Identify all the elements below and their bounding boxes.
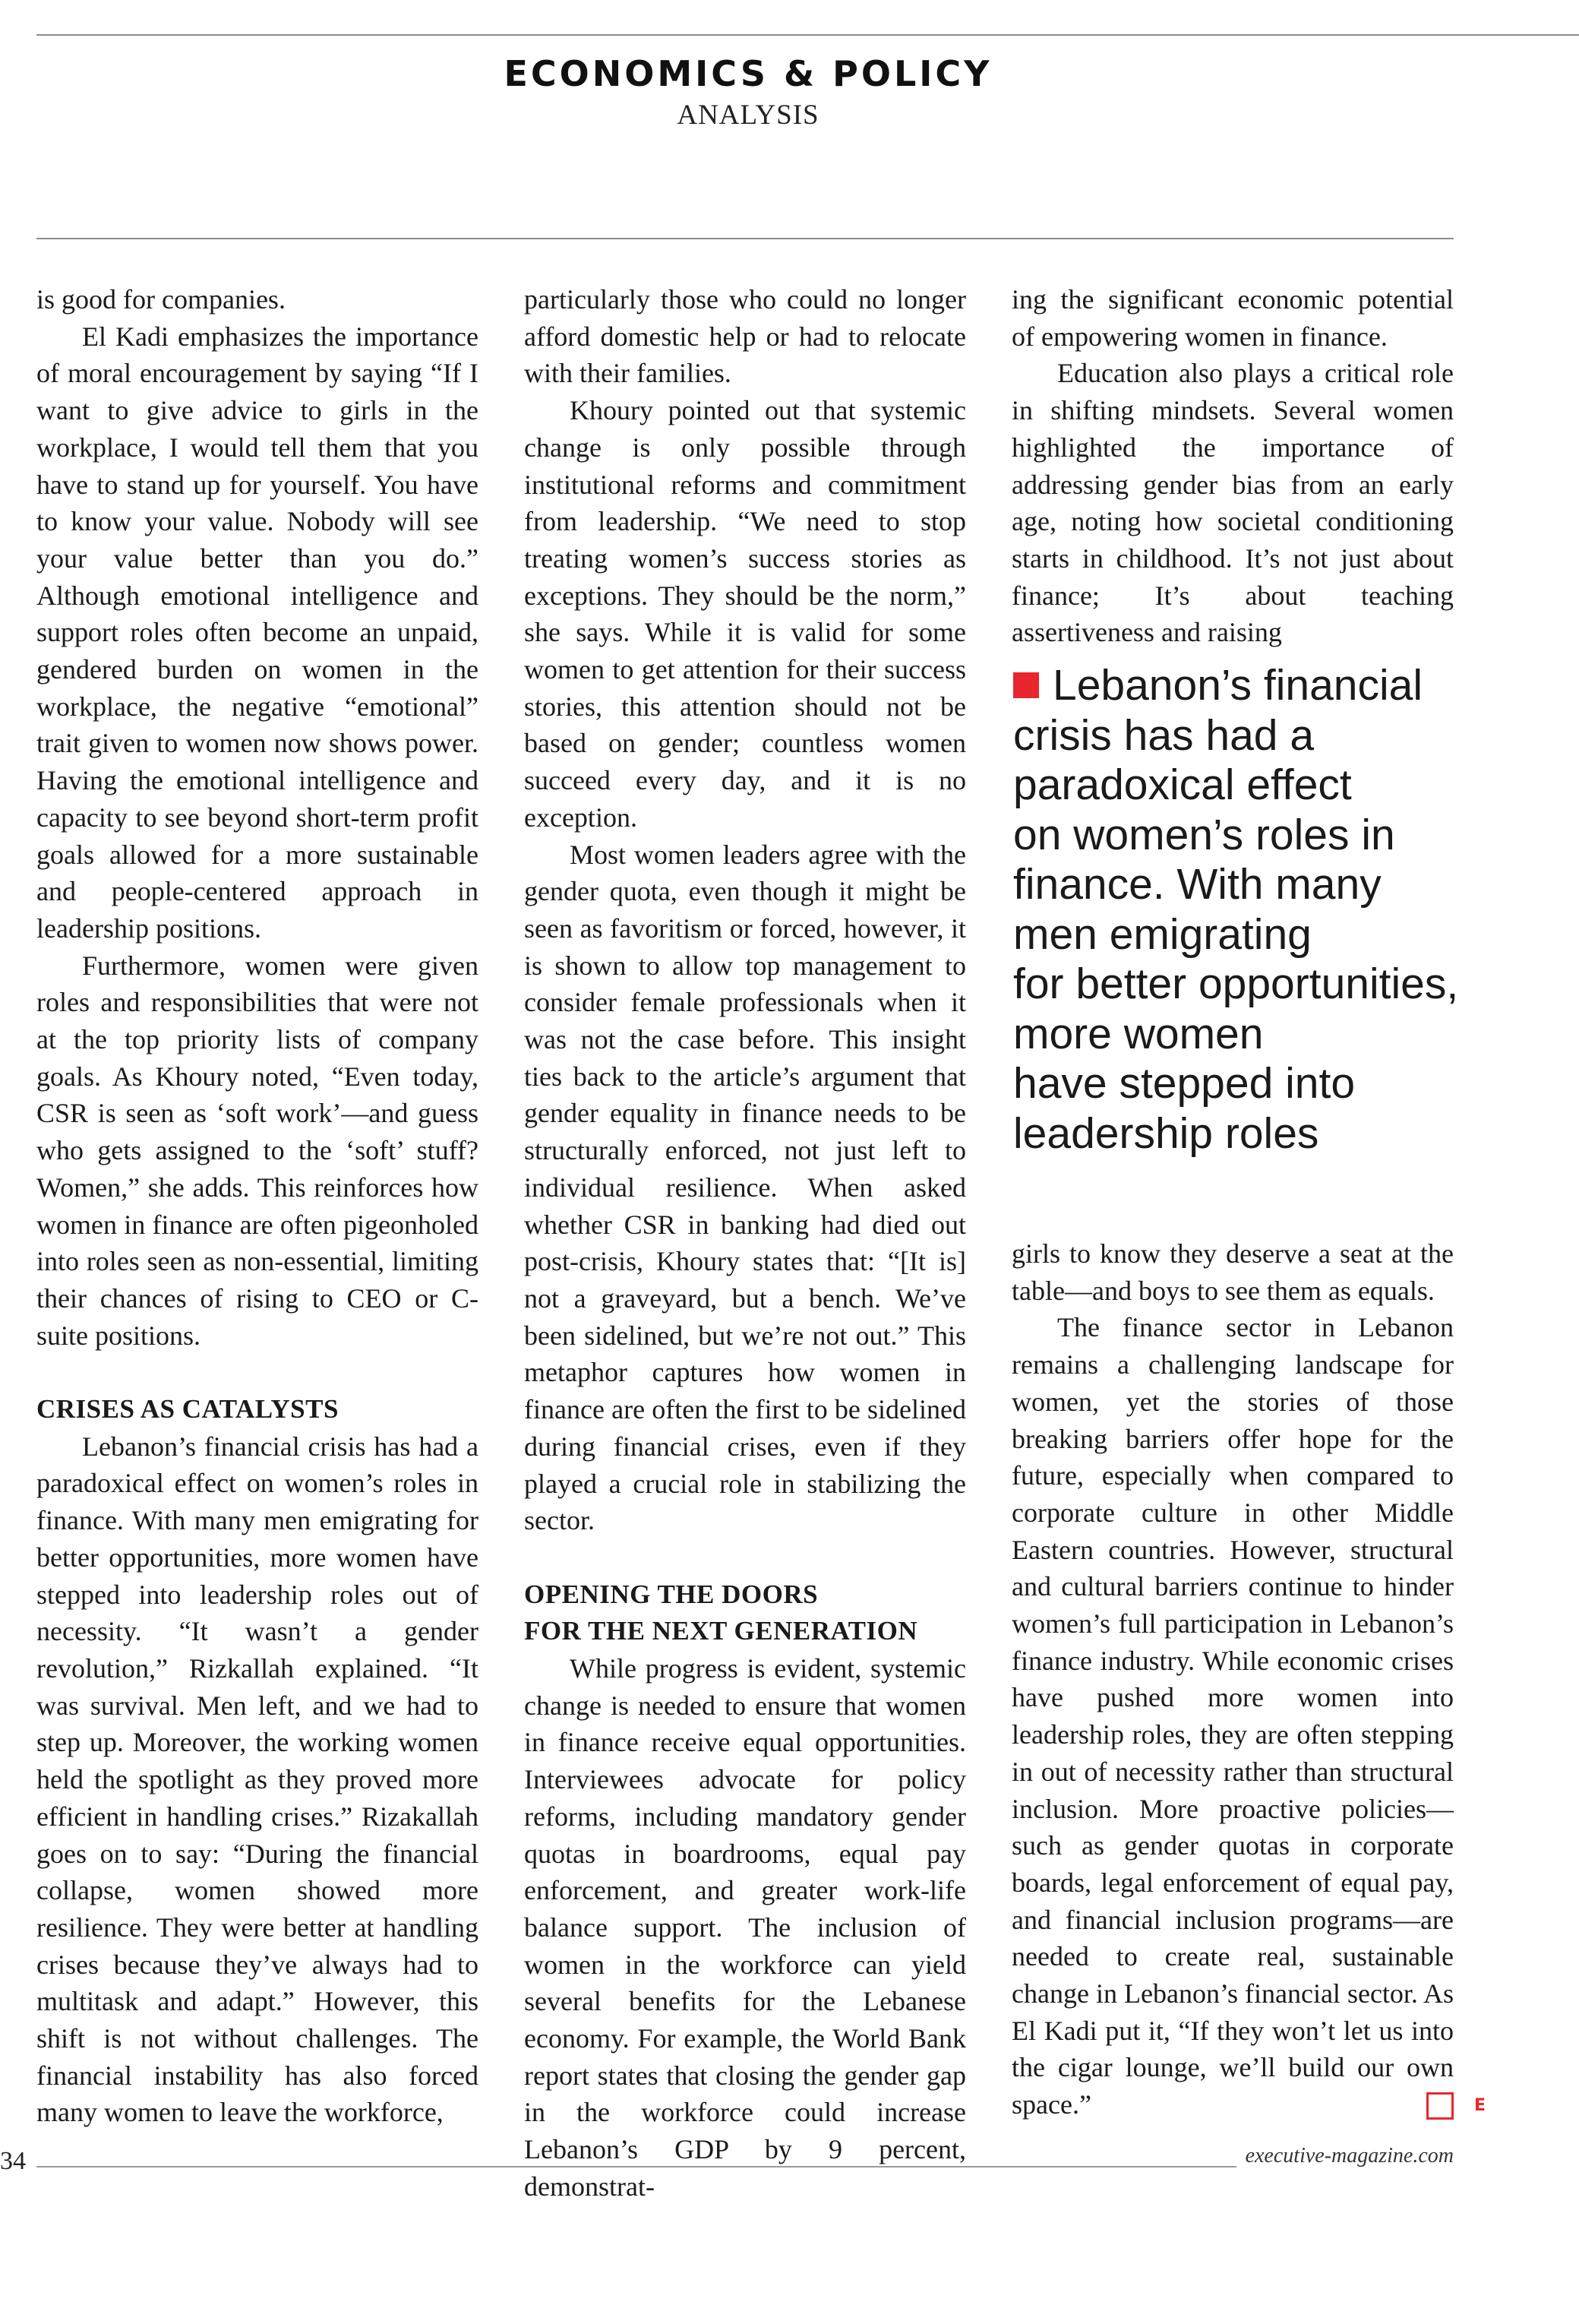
page-number: 34 xyxy=(0,2147,26,2175)
pull-quote-line: finance. With many xyxy=(1013,860,1382,909)
article-column-3-bottom xyxy=(1012,1235,1486,2123)
article-column-3-top xyxy=(1012,281,1454,651)
article-column-1 xyxy=(36,281,478,2131)
subheading-crises: CRISES AS CATALYSTS xyxy=(36,1394,339,1424)
pull-quote-line: have stepped into xyxy=(1013,1059,1356,1108)
pull-quote-line: men emigrating xyxy=(1013,909,1312,959)
subheading-line-1: OPENING THE DOORS xyxy=(524,1579,819,1609)
paragraph: girls to know they deserve a seat at the table—and boys to see them as equals. xyxy=(1012,1238,1454,1306)
pull-quote-line: leadership roles xyxy=(1013,1108,1319,1158)
header-divider xyxy=(36,238,1454,239)
end-of-article-icon: E xyxy=(1426,2092,1454,2120)
subheading-line-2: FOR THE NEXT GENERATION xyxy=(524,1616,918,1646)
paragraph xyxy=(1012,1309,1486,2123)
paragraph: Khoury pointed out that systemic change is only possible through institutional reforms and commitment from leadership. “We need to stop treating women’s success stories as exceptions. They should be the norm,” she says. While it is valid for some women to get attention for their success stories, this attention should not be based on gender; countless women succeed every day, and it is no exception. xyxy=(524,395,966,833)
top-rule xyxy=(36,34,1579,36)
paragraph: While progress is evident, systemic change is needed to ensure that women in finance receive equal opportunities. Interviewees advocate for policy reforms, including mandatory gender quotas in boardrooms, equal pay enforcement, and greater work-life balance support. The inclusion of women in the workforce can yield several benefits for the Lebanese economy. For example, the World Bank report states that closing the gender gap in the workforce could increase Lebanon’s GDP by 9 percent, demonstrat- xyxy=(524,1653,966,2202)
pull-quote-line: on women’s roles in xyxy=(1013,810,1395,859)
pull-quote-line: Lebanon’s financial xyxy=(1053,661,1423,710)
paragraph: Most women leaders agree with the gender quota, even though it might be seen as favoritism or forced, however, it is shown to allow top management to consider female professionals when it was not the case before. This insight ties back to the article’s argument that gender equality in finance needs to be structurally enforced, not just left to individual resilience. When asked whether CSR in banking had died out post-crisis, Khoury states that: “[It is] not a graveyard, but a bench. We’ve been sidelined, but we’re not out.” This metaphor captures how women in finance are often the first to be sidelined during financial crises, even if they played a crucial role in stabilizing the sector. xyxy=(524,839,966,1536)
paragraph: is good for companies. xyxy=(36,284,286,315)
paragraph: Furthermore, women were given roles and responsibilities that were not at the top priority lists of company goals. As Khoury noted, “Even today, CSR is seen as ‘soft work’—and guess who gets assigned to the ‘soft’ stuff? Women,” she adds. This reinforces how women in finance are often pigeonholed into roles seen as non-essential, limiting their chances of rising to CEO or C-suite positions. xyxy=(36,950,478,1351)
website-url: executive-magazine.com xyxy=(1245,2144,1454,2167)
pull-quote-line: paradoxical effect xyxy=(1013,760,1352,809)
paragraph: Education also plays a critical role in shifting mindsets. Several women highlighted the importance of addressing gender bias from an early age, noting how societal conditioning starts in childhood. It’s not just about finance; It’s about teaching assertiveness and raising xyxy=(1012,358,1454,648)
pull-quote-line: more women xyxy=(1013,1009,1264,1058)
paragraph: El Kadi emphasizes the importance of moral encouragement by saying “If I want to give advice to girls in the workplace, I would tell them that you have to stand up for yourself. You have to know your value. Nobody will see your value better than you do.” Although emotional intelligence and support roles often become an unpaid, gendered burden on women in the workplace, the negative “emotional” trait given to women now shows power. Having the emotional intelligence and capacity to see beyond short-term profit goals allowed for a more sustainable and people-centered approach in leadership positions. xyxy=(36,321,478,944)
article-column-2 xyxy=(524,281,966,2205)
pull-quote xyxy=(1013,661,1461,1159)
section-subtitle: ANALYSIS xyxy=(677,100,820,131)
paragraph: ing the significant economic potential of empowering women in finance. xyxy=(1012,284,1454,352)
section-title: ECONOMICS & POLICY xyxy=(504,53,993,94)
paragraph: particularly those who could no longer afford domestic help or had to relocate with their families. xyxy=(524,284,966,389)
footer-rule xyxy=(36,2166,1236,2167)
subheading-opening-doors xyxy=(524,1576,966,1650)
paragraph: Lebanon’s financial crisis has had a paradoxical effect on women’s roles in finance. With many men emigrating for better opportunities, more women have stepped into leadership roles out of necessity. “It wasn’t a gender revolution,” Rizkallah explained. “It was survival. Men left, and we had to step up. Moreover, the working women held the spotlight as they proved more efficient in handling crises.” Rizakallah goes on to say: “During the financial collapse, women showed more resilience. They were better at handling crises because they’ve always had to multitask and adapt.” However, this shift is not without challenges. The financial instability has also forced many women to leave the workforce, xyxy=(36,1431,478,2128)
paragraph-text: The finance sector in Lebanon remains a challenging landscape for women, yet the stories of those breaking barriers offer hope for the future, especially when compared to corporate culture in other Middle Eastern countries. However, structural and cultural barriers continue to hinder women’s full participation in Lebanon’s finance industry. While economic crises have pushed more women into leadership roles, they are often stepping in out of necessity rather than structural inclusion. More proactive policies—such as gender quotas in corporate boards, legal enforcement of equal pay, and financial inclusion programs—are needed to create real, sustainable change in Lebanon’s financial sector. As El Kadi put it, “If they won’t let us into the cigar lounge, we’ll build our own space.” xyxy=(1012,1312,1454,2120)
red-square-icon xyxy=(1013,672,1039,698)
pull-quote-line: crisis has had a xyxy=(1013,710,1315,760)
pull-quote-line: for better opportunities, xyxy=(1013,960,1459,1008)
